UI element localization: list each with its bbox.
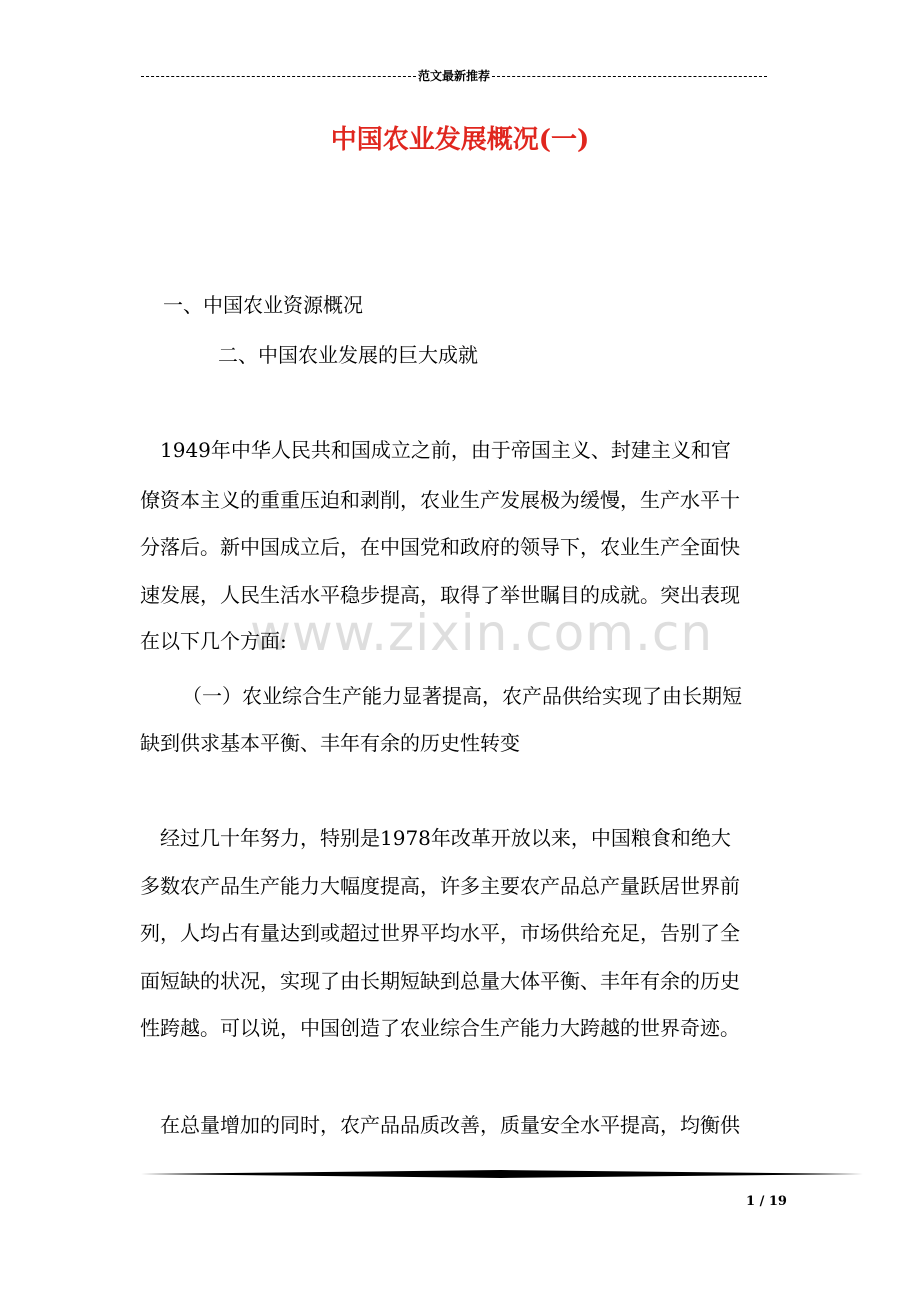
paragraph-line: 速发展，人民生活水平稳步提高，取得了举世瞩目的成就。突出表现 [140, 583, 740, 607]
paragraph-line: 经过几十年努力，特别是1978年改革开放以来，中国粮食和绝大 [160, 826, 731, 850]
header-dashes-left [141, 76, 416, 77]
paragraph-line: 分落后。新中国成立后，在中国党和政府的领导下，农业生产全面快 [140, 535, 740, 559]
paragraph-line: 在以下几个方面: [140, 629, 287, 653]
section-heading-1: 一、中国农业资源概况 [163, 293, 363, 317]
page-header [141, 68, 767, 84]
paragraph-line: 多数农产品生产能力大幅度提高，许多主要农产品总产量跃居世界前 [140, 874, 740, 898]
page-number: 1 / 19 [746, 1194, 787, 1209]
section-heading-2: 二、中国农业发展的巨大成就 [218, 343, 478, 367]
paragraph-line: 列，人均占有量达到或超过世界平均水平，市场供给充足，告别了全 [140, 921, 740, 945]
paragraph-line: 面短缺的状况，实现了由长期短缺到总量大体平衡、丰年有余的历史 [140, 969, 740, 993]
footer-rule [141, 1169, 863, 1179]
watermark: www.zixin.com.cn [250, 604, 714, 662]
paragraph-line: 在总量增加的同时，农产品品质改善，质量安全水平提高，均衡供 [160, 1113, 740, 1137]
paragraph-line: 1949年中华人民共和国成立之前，由于帝国主义、封建主义和官 [160, 438, 731, 462]
paragraph-line: 性跨越。可以说，中国创造了农业综合生产能力大跨越的世界奇迹。 [140, 1016, 740, 1040]
document-title: 中国农业发展概况(一) [330, 125, 590, 155]
subheading-line: （一）农业综合生产能力显著提高，农产品供给实现了由长期短 [182, 684, 742, 708]
header-label: 范文最新推荐 [418, 69, 491, 83]
header-dashes-right [492, 76, 767, 77]
paragraph-line: 僚资本主义的重重压迫和剥削，农业生产发展极为缓慢，生产水平十 [140, 488, 740, 512]
subheading-line: 缺到供求基本平衡、丰年有余的历史性转变 [140, 731, 520, 755]
